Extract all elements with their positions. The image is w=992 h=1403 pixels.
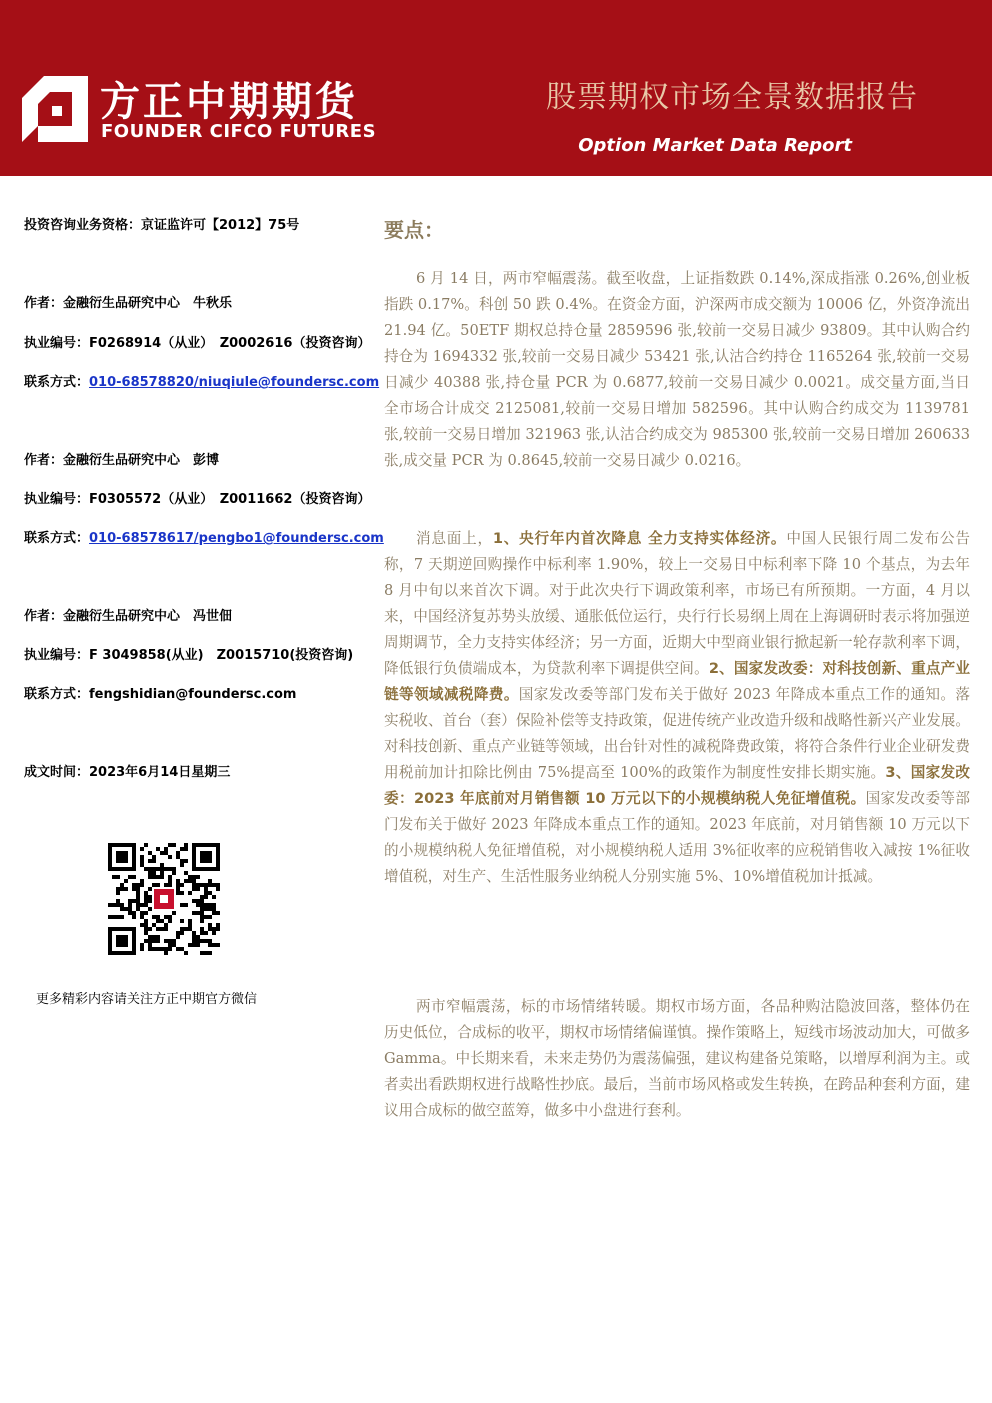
contact-label: 联系方式：	[24, 375, 90, 390]
license-line: 执业编号：F0305572（从业） Z0011662（投资咨询）	[24, 492, 371, 507]
qualification-line: 投资咨询业务资格：京证监许可【2012】75号	[24, 218, 300, 233]
wechat-qr-code-icon[interactable]	[108, 843, 220, 955]
date-line: 成文时间：2023年6月14日星期三	[24, 765, 231, 780]
contact-line	[24, 371, 379, 390]
news-paragraph	[384, 526, 970, 890]
license-line: 执业编号：F0268914（从业） Z0002616（投资咨询）	[24, 336, 371, 351]
strategy-paragraph: 两市窄幅震荡，标的市场情绪转暖。期权市场方面，各品种购沽隐波回落，整体仍在历史低位，合成标的收平，期权市场情绪偏谨慎。操作策略上，短线市场波动加大，可做多 Gamma。中长期来看，未来走势仍为震荡偏强，建议构建备兑策略，以增厚利润为主。或者卖出看跌期权进行战略性抄底。最后，当前市场风格或发生转换，在跨品种套利方面，建议用合成标的做空蓝筹，做多中小盘进行套利。	[384, 998, 970, 1119]
key-points-heading: 要点：	[384, 218, 444, 242]
contact-link[interactable]: 010-68578617/pengbo1@foundersc.com	[89, 531, 384, 546]
license-line: 执业编号：F 3049858(从业) Z0015710(投资咨询)	[24, 648, 354, 663]
contact-email: fengshidian@foundersc.com	[89, 687, 297, 702]
report-subtitle: Option Market Data Report	[578, 135, 852, 156]
report-title: 股票期权市场全景数据报告	[546, 80, 918, 115]
market-summary-paragraph: 6 月 14 日，两市窄幅震荡。截至收盘，上证指数跌 0.14%,深成指涨 0.26%,创业板指跌 0.17%。科创 50 跌 0.4%。在资金方面，沪深两市成交额为 10006 亿，外资净流出 21.94 亿。50ETF 期权总持仓量 2859596 张,较前一交易日减少 93809。其中认购合约持仓为 1694332 张,较前一交易日减少 53421 张,认沽合约持仓 1165264 张,较前一交易日减少 40388 张,持仓量 PCR 为 0.6877,较前一交易日减少 0.0021。成交量方面,当日全市场合计成交 2125081,较前一交易日增加 582596。其中认购合约成交为 1139781 张,较前一交易日增加 321963 张,认沽合约成交为 985300 张,较前一交易日增加 260633 张,成交量 PCR 为 0.8645,较前一交易日减少 0.0216。	[384, 270, 970, 469]
news-text: 消息面上，	[416, 530, 493, 547]
author-line: 作者：金融衍生品研究中心 冯世佃	[24, 609, 233, 624]
news-text: 中国人民银行周二发布公告称，7 天期逆回购操作中标利率 1.90%，较上一交易日中标利率下降 10 个基点，为去年 8 月中旬以来首次下调。对于此次央行下调政策利率，市场已有所预期。一方面，4 月以来，中国经济复苏势头放缓、通胀低位运行，央行行长易纲上周在上海调研时表示将加强逆周期调节，全力支持实体经济；另一方面，近期大中型商业银行掀起新一轮存款利率下调，降低银行负债端成本，为贷款利率下调提供空间。	[384, 530, 970, 677]
company-name-en: FOUNDER CIFCO FUTURES	[101, 121, 377, 142]
author-line: 作者：金融衍生品研究中心 牛秋乐	[24, 296, 233, 311]
news-headline: 3、国家发改委：2023 年底前对月销售额 10 万元以下的小规模纳税人免征增值税。	[384, 764, 970, 807]
qr-caption: 更多精彩内容请关注方正中期官方微信	[36, 992, 258, 1007]
founder-logo-icon	[22, 76, 88, 142]
company-name-cn: 方正中期期货	[100, 79, 358, 125]
news-headline: 1、央行年内首次降息 全力支持实体经济。	[492, 530, 787, 547]
contact-label: 联系方式：	[24, 687, 90, 702]
report-header	[0, 0, 992, 176]
news-text: 国家发改委等部门发布关于做好 2023 年降成本重点工作的通知。2023 年底前，对月销售额 10 万元以下的小规模纳税人免征增值税，对小规模纳税人适用 3%征收率的应税销售收入减按 1%征收增值税，对生产、生活性服务业纳税人分别实施 5%、10%增值税加计抵减。	[384, 790, 970, 885]
contact-line	[24, 527, 384, 546]
author-line: 作者：金融衍生品研究中心 彭博	[24, 453, 220, 468]
news-headline: 2、国家发改委：对科技创新、重点产业链等领域减税降费。	[384, 660, 970, 703]
contact-label: 联系方式：	[24, 531, 90, 546]
news-text: 国家发改委等部门发布关于做好 2023 年降成本重点工作的通知。落实税收、首台（套）保险补偿等支持政策，促进传统产业改造升级和战略性新兴产业发展。对科技创新、重点产业链等领域，出台针对性的减税降费政策，将符合条件行业企业研发费用税前加计扣除比例由 75%提高至 100%的政策作为制度性安排长期实施。	[384, 686, 970, 781]
contact-line	[24, 683, 296, 702]
contact-link[interactable]: 010-68578820/niuqiule@foundersc.com	[89, 375, 380, 390]
